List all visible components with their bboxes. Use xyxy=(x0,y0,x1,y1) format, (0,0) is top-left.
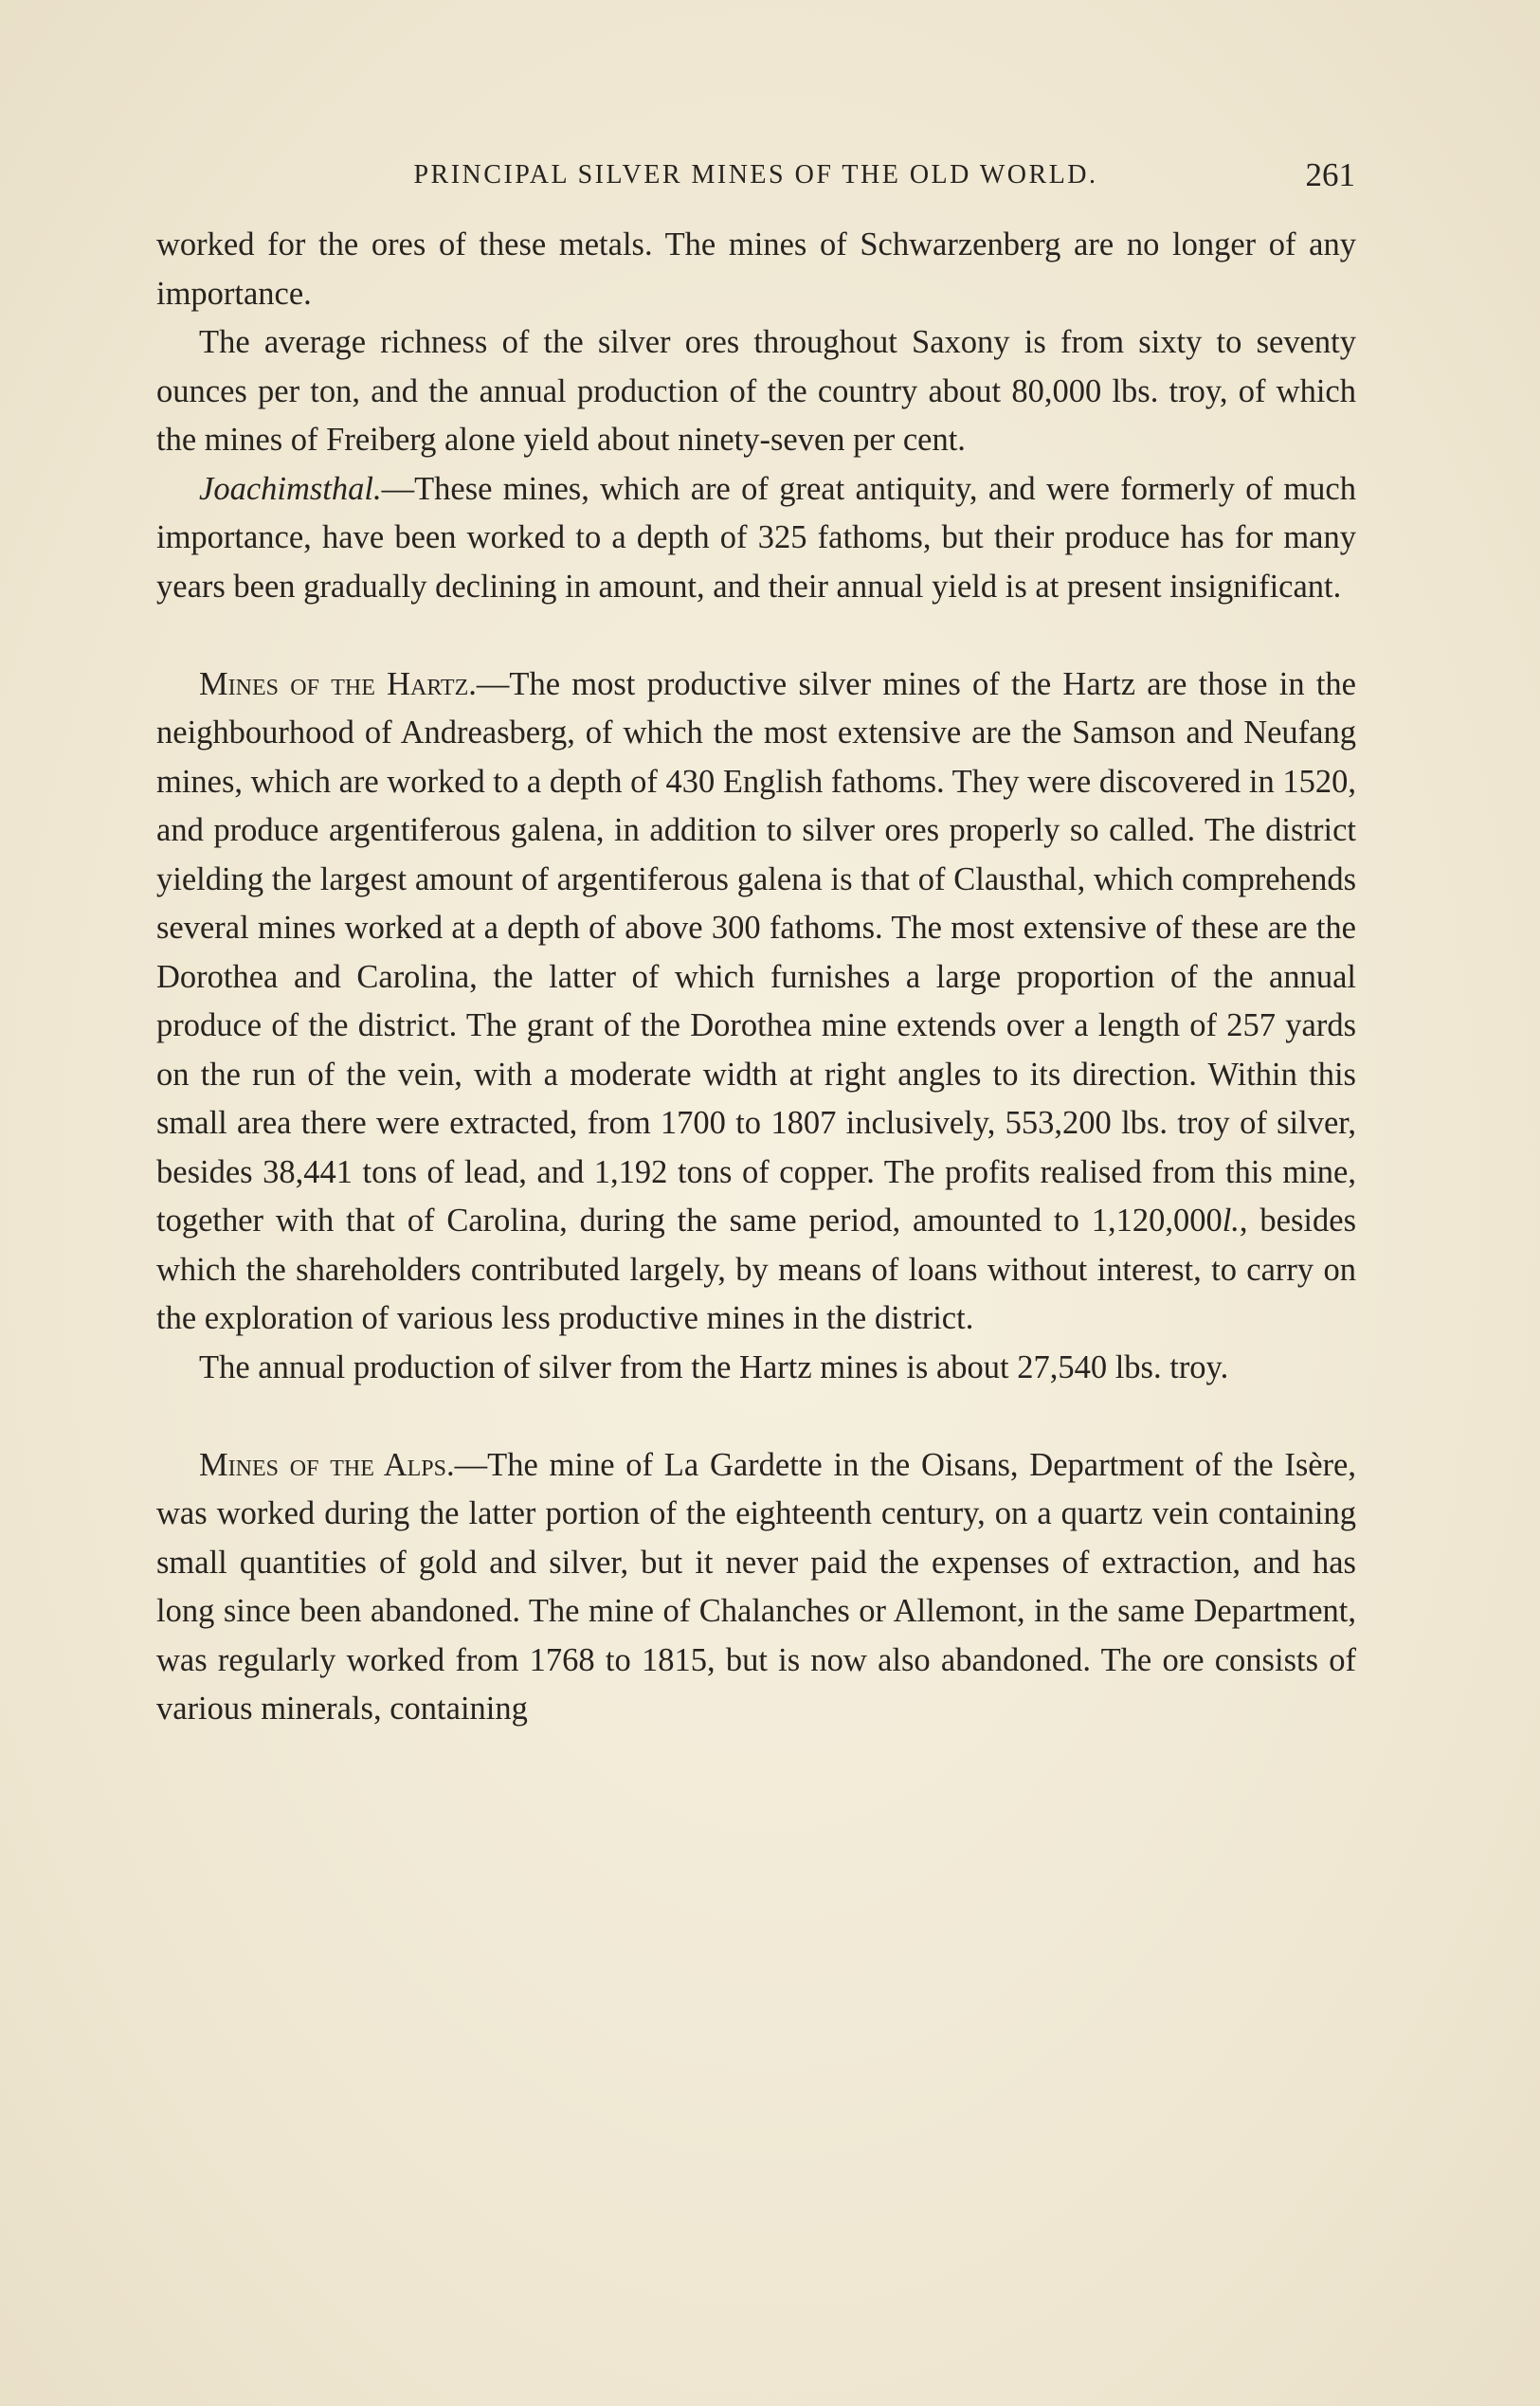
paragraph-joachimsthal xyxy=(156,465,1356,612)
paragraph-hartz xyxy=(156,660,1356,1344)
running-title: PRINCIPAL SILVER MINES OF THE OLD WORLD. xyxy=(413,160,1098,190)
paragraph-alps xyxy=(156,1441,1356,1734)
joachimsthal-text: —These mines, which are of great antiquity, and were formerly of much importance, have been worked to a depth of 325 fathoms, but their produce has for many years been gradually declining in amount, and their annual yield is at present insignificant. xyxy=(156,470,1356,605)
paragraph-saxony: The average richness of the silver ores throughout Saxony is from sixty to seventy ounces per ton, and the annual production of the country about 80,000 lbs. troy, of which the mines of Freiberg alone yield about ninety-seven per cent. xyxy=(156,324,1356,458)
page-number: 261 xyxy=(1305,156,1355,193)
body-text xyxy=(156,221,1356,1734)
pound-unit: l. xyxy=(1222,1203,1240,1239)
alps-text: —The mine of La Gardette in the Oisans, Department of the Isère, was worked during the latter portion of the eighteenth century, on a quartz vein containing small quantities of gold and silver, but it never paid the expenses of extraction, and has long since been abandoned. The mine of Chalanches or Allemont, in the same Department, was regularly worked from 1768 to 1815, but is now also abandoned. The ore consists of various minerals, containing xyxy=(156,1446,1356,1727)
alps-heading: Mines of the Alps. xyxy=(199,1446,455,1483)
paragraph-hartz-production: The annual production of silver from the Hartz mines is about 27,540 lbs. troy. xyxy=(199,1348,1229,1385)
paragraph-continuation: worked for the ores of these metals. The mines of Schwarzenberg are no longer of any importance. xyxy=(156,226,1356,312)
hartz-text-end: , besides which the shareholders contributed largely, by means of loans without interest, to carry on the exploration of various less productive mines in the district. xyxy=(156,1203,1356,1336)
joachimsthal-heading: Joachimsthal. xyxy=(199,470,382,507)
hartz-heading: Mines of the Hartz. xyxy=(199,665,477,702)
hartz-text: —The most productive silver mines of the Hartz are those in the neighbourhood of Andreasberg, of which the most extensive are the Samson and Neufang mines, which are worked to a depth of 430 English fathoms. They were discovered in 1520, and produce argentiferous galena, in addition to silver ores properly so called. The district yielding the largest amount of argentiferous galena is that of Clausthal, which comprehends several mines worked at a depth of above 300 fathoms. The most extensive of these are the Dorothea and Carolina, the latter of which furnishes a large proportion of the annual produce of the district. The grant of the Dorothea mine extends over a length of 257 yards on the run of the vein, with a moderate width at right angles to its direction. Within this small area there were extracted, from 1700 to 1807 inclusively, 553,200 lbs. troy of silver, besides 38,441 tons of lead, and 1,192 tons of copper. The profits realised from this mine, together with that of Carolina, during the same period, amounted to 1,120,000 xyxy=(156,665,1356,1239)
running-header xyxy=(156,152,1355,199)
